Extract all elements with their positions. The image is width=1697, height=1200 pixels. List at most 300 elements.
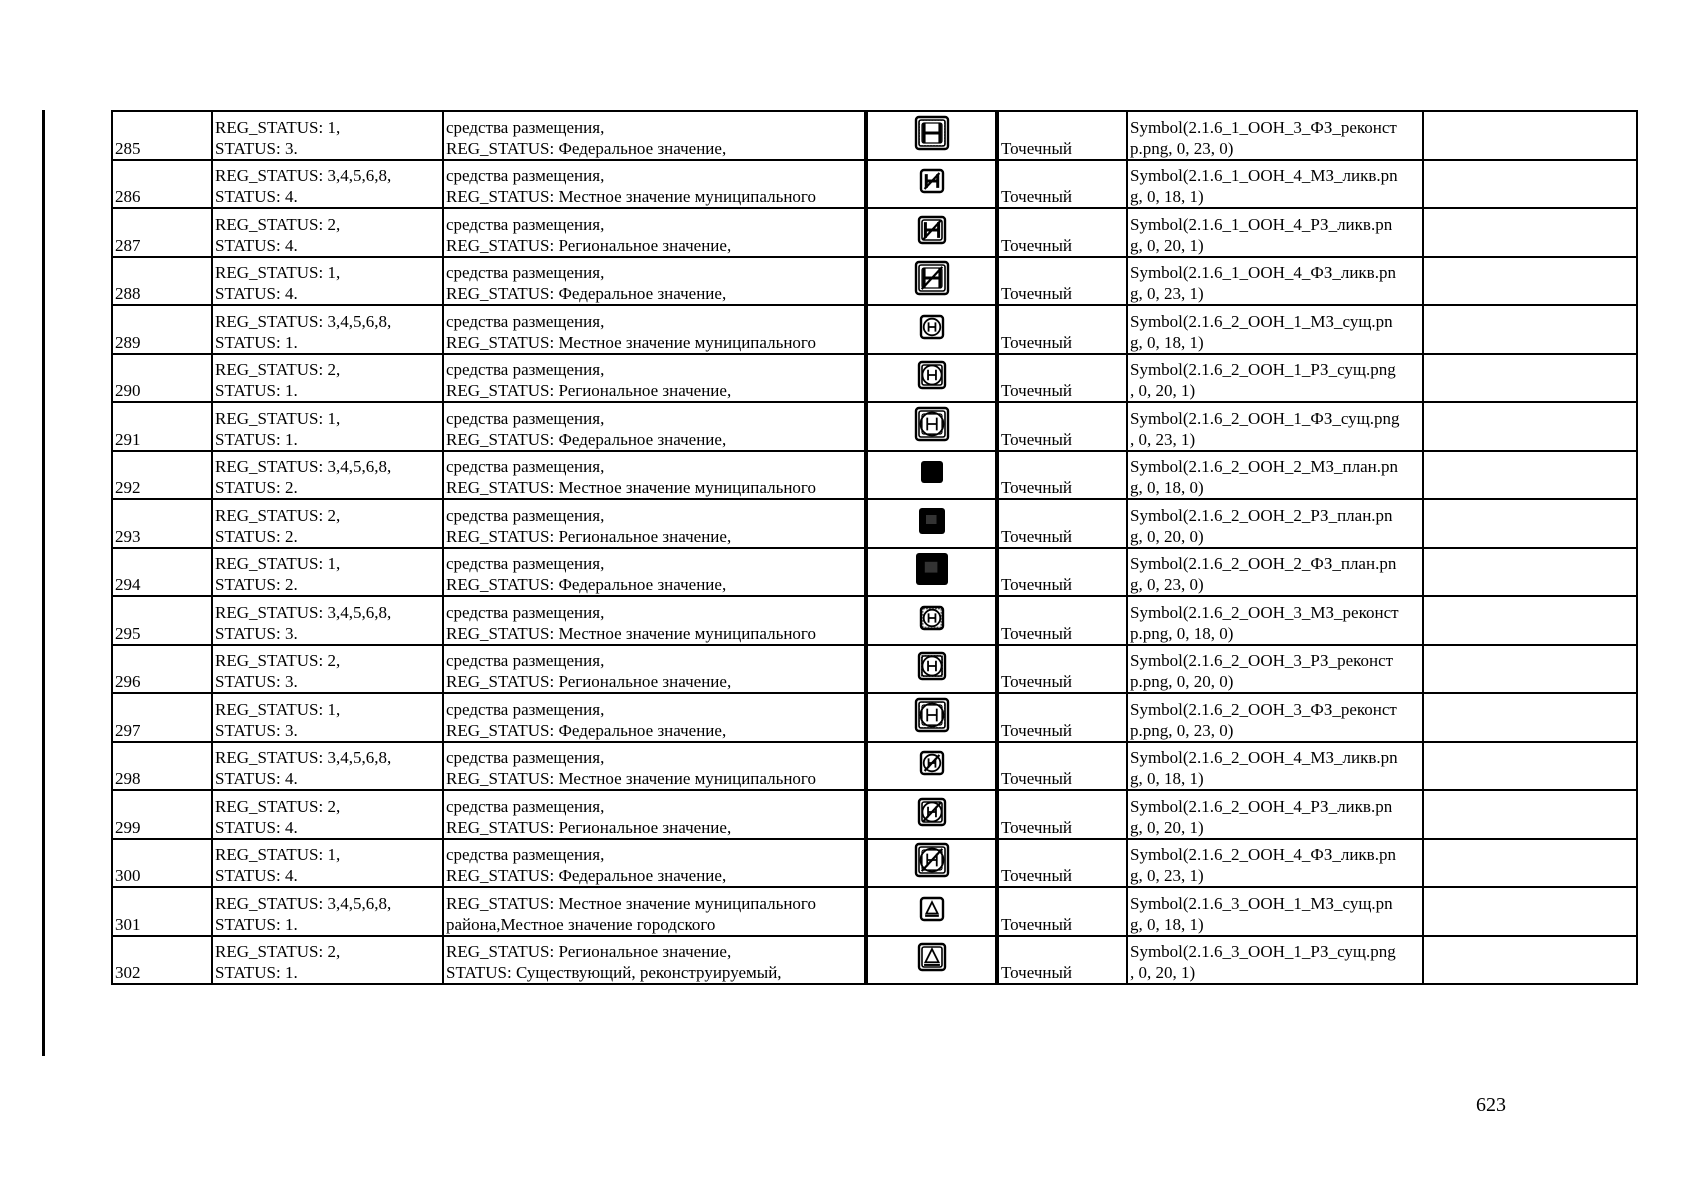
description-line: средства размещения, [446, 748, 605, 767]
table-row [112, 645, 1637, 694]
description-cell [443, 257, 866, 306]
table-row [112, 111, 1637, 160]
geometry-type: Точечный [1001, 914, 1073, 934]
symbol-cell [866, 645, 997, 694]
geometry-type: Точечный [1001, 429, 1073, 449]
row-number-cell [112, 693, 212, 742]
table-row [112, 596, 1637, 645]
empty-cell [1423, 596, 1637, 645]
row-number-cell [112, 354, 212, 403]
description-line: REG_STATUS: Региональное значение, [446, 942, 732, 961]
condition-cell [212, 693, 443, 742]
description-cell [443, 596, 866, 645]
symbol-function-line: Symbol(2.1.6_1_ООН_4_ФЗ_ликв.pn [1130, 263, 1396, 282]
condition-cell [212, 596, 443, 645]
symbol-function-line: Symbol(2.1.6_1_ООН_4_МЗ_ликв.pn [1130, 166, 1398, 185]
condition-line: REG_STATUS: 2, [215, 360, 341, 379]
row-number: 301 [115, 914, 141, 934]
description-line: REG_STATUS: Региональное значение, [446, 526, 732, 546]
geometry-type: Точечный [1001, 235, 1073, 255]
empty-cell [1423, 208, 1637, 257]
geometry-type-cell [997, 693, 1127, 742]
symbol-function-line: Symbol(2.1.6_2_ООН_2_ФЗ_план.pn [1130, 554, 1397, 573]
condition-line: REG_STATUS: 1, [215, 845, 341, 864]
symbol-function-cell [1127, 160, 1423, 209]
empty-cell [1423, 402, 1637, 451]
symbol-function-cell [1127, 742, 1423, 791]
geometry-type: Точечный [1001, 575, 1073, 594]
symbol-function-line: Symbol(2.1.6_3_ООН_1_МЗ_сущ.pn [1130, 893, 1393, 913]
table-row [112, 887, 1637, 936]
description-cell [443, 742, 866, 791]
geometry-type: Точечный [1001, 284, 1073, 303]
symbol-function-line: , 0, 23, 1) [1130, 429, 1196, 449]
description-line: REG_STATUS: Местное значение муниципального [446, 769, 816, 788]
row-number-cell [112, 645, 212, 694]
description-cell [443, 839, 866, 888]
empty-cell [1423, 257, 1637, 306]
row-number: 285 [115, 138, 141, 158]
description-line: REG_STATUS: Местное значение муниципального [446, 893, 816, 913]
symbol-cell [866, 160, 997, 209]
left-margin-rule [42, 110, 45, 1056]
condition-cell [212, 208, 443, 257]
symbol-function-cell [1127, 790, 1423, 839]
description-line: средства размещения, [446, 554, 605, 573]
table-row [112, 257, 1637, 306]
symbol-function-line: p.png, 0, 23, 0) [1130, 720, 1234, 740]
symbol-function-line: Symbol(2.1.6_2_ООН_4_МЗ_ликв.pn [1130, 748, 1398, 767]
empty-cell [1423, 548, 1637, 597]
geometry-type: Точечный [1001, 720, 1073, 740]
row-number: 295 [115, 623, 141, 643]
hotel-H-federal-liquidate-icon [914, 260, 950, 301]
description-line: REG_STATUS: Федеральное значение, [446, 720, 727, 740]
symbol-function-line: Symbol(2.1.6_2_ООН_3_ФЗ_реконст [1130, 699, 1397, 719]
table-row [112, 160, 1637, 209]
description-cell [443, 936, 866, 985]
description-line: REG_STATUS: Федеральное значение, [446, 138, 727, 158]
row-number: 288 [115, 284, 141, 303]
condition-line: REG_STATUS: 2, [215, 651, 341, 670]
geometry-type-cell [997, 160, 1127, 209]
symbol-function-line: g, 0, 20, 1) [1130, 817, 1204, 837]
row-number-cell [112, 402, 212, 451]
table-row [112, 451, 1637, 500]
row-number: 290 [115, 381, 141, 400]
row-number: 299 [115, 817, 141, 837]
description-line: средства размещения, [446, 311, 605, 331]
symbol-cell [866, 839, 997, 888]
row-number-cell [112, 887, 212, 936]
row-number-cell [112, 257, 212, 306]
description-line: REG_STATUS: Местное значение муниципального [446, 332, 816, 352]
row-number-cell [112, 499, 212, 548]
symbol-function-line: g, 0, 20, 1) [1130, 235, 1204, 255]
description-line: STATUS: Существующий, реконструируемый, [446, 963, 782, 982]
row-number-cell [112, 790, 212, 839]
condition-line: STATUS: 2. [215, 575, 298, 594]
geometry-type-cell [997, 596, 1127, 645]
description-line: REG_STATUS: Федеральное значение, [446, 284, 727, 303]
description-line: REG_STATUS: Федеральное значение, [446, 866, 727, 885]
geometry-type-cell [997, 111, 1127, 160]
row-number: 298 [115, 769, 141, 788]
symbol-cell [866, 693, 997, 742]
symbol-function-cell [1127, 548, 1423, 597]
condition-line: STATUS: 1. [215, 381, 298, 400]
hotel-H-federal-reconstruct-icon [914, 115, 950, 156]
symbol-cell [866, 257, 997, 306]
row-number: 293 [115, 526, 141, 546]
geometry-type-cell [997, 936, 1127, 985]
symbol-function-cell [1127, 451, 1423, 500]
condition-cell [212, 257, 443, 306]
condition-line: REG_STATUS: 3,4,5,6,8, [215, 166, 392, 185]
condition-line: STATUS: 4. [215, 769, 298, 788]
description-line: REG_STATUS: Местное значение муниципального [446, 623, 816, 643]
description-line: средства размещения, [446, 263, 605, 282]
symbol-function-cell [1127, 354, 1423, 403]
row-number-cell [112, 305, 212, 354]
symbol-function-line: , 0, 20, 1) [1130, 381, 1196, 400]
geometry-type-cell [997, 257, 1127, 306]
description-cell [443, 160, 866, 209]
table-row [112, 402, 1637, 451]
condition-line: REG_STATUS: 2, [215, 796, 341, 816]
description-line: REG_STATUS: Региональное значение, [446, 235, 732, 255]
table-row [112, 693, 1637, 742]
symbol-cell [866, 548, 997, 597]
circle-H-regional-reconstruct-icon [917, 651, 947, 686]
table-row [112, 936, 1637, 985]
symbol-function-line: g, 0, 23, 1) [1130, 284, 1204, 303]
condition-line: REG_STATUS: 1, [215, 554, 341, 573]
description-cell [443, 111, 866, 160]
filled-square-federal-planned-icon [914, 551, 950, 592]
table-row [112, 354, 1637, 403]
filled-square-local-planned-icon [919, 459, 945, 490]
geometry-type-cell [997, 305, 1127, 354]
symbol-function-cell [1127, 596, 1423, 645]
geometry-type-cell [997, 208, 1127, 257]
condition-line: STATUS: 3. [215, 672, 298, 691]
condition-line: REG_STATUS: 2, [215, 505, 341, 525]
symbol-function-line: Symbol(2.1.6_2_ООН_2_МЗ_план.pn [1130, 457, 1398, 476]
empty-cell [1423, 645, 1637, 694]
condition-line: REG_STATUS: 3,4,5,6,8, [215, 748, 392, 767]
condition-cell [212, 354, 443, 403]
symbol-function-cell [1127, 111, 1423, 160]
symbol-function-line: g, 0, 18, 1) [1130, 187, 1204, 206]
symbol-function-line: p.png, 0, 23, 0) [1130, 138, 1234, 158]
condition-line: REG_STATUS: 3,4,5,6,8, [215, 602, 392, 622]
symbol-cell [866, 305, 997, 354]
circle-H-federal-reconstruct-icon [914, 697, 950, 738]
geometry-type: Точечный [1001, 478, 1073, 497]
geometry-type: Точечный [1001, 187, 1073, 206]
row-number-cell [112, 596, 212, 645]
row-number-cell [112, 936, 212, 985]
circle-H-local-reconstruct-icon [919, 605, 945, 636]
symbol-function-cell [1127, 257, 1423, 306]
symbol-cell [866, 451, 997, 500]
geometry-type-cell [997, 839, 1127, 888]
condition-line: REG_STATUS: 2, [215, 942, 341, 961]
description-line: средства размещения, [446, 166, 605, 185]
description-line: REG_STATUS: Региональное значение, [446, 817, 732, 837]
row-number-cell [112, 111, 212, 160]
row-number: 296 [115, 672, 141, 691]
description-line: REG_STATUS: Региональное значение, [446, 381, 732, 400]
row-number: 300 [115, 866, 141, 885]
table-row [112, 499, 1637, 548]
description-line: района,Местное значение городского [446, 914, 716, 934]
empty-cell [1423, 839, 1637, 888]
geometry-type: Точечный [1001, 769, 1073, 788]
condition-line: STATUS: 1. [215, 963, 298, 982]
symbol-function-line: g, 0, 23, 0) [1130, 575, 1204, 594]
condition-line: REG_STATUS: 3,4,5,6,8, [215, 311, 392, 331]
condition-cell [212, 839, 443, 888]
condition-line: REG_STATUS: 1, [215, 699, 341, 719]
row-number: 294 [115, 575, 141, 594]
symbol-cell [866, 936, 997, 985]
geometry-type-cell [997, 742, 1127, 791]
empty-cell [1423, 936, 1637, 985]
condition-line: STATUS: 3. [215, 138, 298, 158]
table-row [112, 548, 1637, 597]
geometry-type: Точечный [1001, 381, 1073, 400]
condition-cell [212, 111, 443, 160]
table-row [112, 208, 1637, 257]
description-line: REG_STATUS: Региональное значение, [446, 672, 732, 691]
symbol-cell [866, 499, 997, 548]
empty-cell [1423, 305, 1637, 354]
symbol-function-line: Symbol(2.1.6_1_ООН_3_ФЗ_реконст [1130, 117, 1397, 137]
description-line: средства размещения, [446, 505, 605, 525]
symbol-function-line: Symbol(2.1.6_2_ООН_1_РЗ_сущ.png [1130, 360, 1396, 379]
table-row [112, 305, 1637, 354]
symbol-function-cell [1127, 693, 1423, 742]
symbol-function-cell [1127, 499, 1423, 548]
empty-cell [1423, 742, 1637, 791]
symbol-function-line: Symbol(2.1.6_2_ООН_1_ФЗ_сущ.png [1130, 408, 1400, 428]
condition-line: STATUS: 1. [215, 332, 298, 352]
description-line: REG_STATUS: Местное значение муниципального [446, 187, 816, 206]
condition-cell [212, 887, 443, 936]
hotel-H-local-liquidate-icon [919, 168, 945, 199]
condition-cell [212, 305, 443, 354]
geometry-type: Точечный [1001, 866, 1073, 885]
empty-cell [1423, 111, 1637, 160]
condition-cell [212, 742, 443, 791]
condition-line: STATUS: 4. [215, 187, 298, 206]
symbol-function-cell [1127, 208, 1423, 257]
symbol-function-line: Symbol(2.1.6_1_ООН_4_РЗ_ликв.pn [1130, 214, 1393, 234]
symbol-function-cell [1127, 887, 1423, 936]
condition-cell [212, 548, 443, 597]
symbol-cell [866, 111, 997, 160]
condition-line: STATUS: 2. [215, 526, 298, 546]
row-number: 291 [115, 429, 141, 449]
row-number: 297 [115, 720, 141, 740]
description-cell [443, 499, 866, 548]
circle-H-local-existing-icon [919, 314, 945, 345]
symbol-function-cell [1127, 645, 1423, 694]
symbol-function-line: g, 0, 18, 1) [1130, 914, 1204, 934]
geometry-type: Точечный [1001, 526, 1073, 546]
description-line: средства размещения, [446, 457, 605, 476]
condition-cell [212, 790, 443, 839]
condition-cell [212, 451, 443, 500]
symbol-function-line: Symbol(2.1.6_2_ООН_3_МЗ_реконст [1130, 602, 1399, 622]
circle-H-regional-existing-icon [917, 360, 947, 395]
description-cell [443, 693, 866, 742]
row-number: 292 [115, 478, 141, 497]
campfire-regional-existing-icon [917, 942, 947, 977]
description-line: средства размещения, [446, 214, 605, 234]
condition-line: REG_STATUS: 1, [215, 408, 341, 428]
symbol-function-line: Symbol(2.1.6_2_ООН_1_МЗ_сущ.pn [1130, 311, 1393, 331]
condition-line: REG_STATUS: 3,4,5,6,8, [215, 893, 392, 913]
condition-cell [212, 160, 443, 209]
symbol-cell [866, 208, 997, 257]
symbol-function-line: Symbol(2.1.6_2_ООН_2_РЗ_план.pn [1130, 505, 1393, 525]
geometry-type-cell [997, 499, 1127, 548]
symbol-function-cell [1127, 305, 1423, 354]
condition-line: STATUS: 1. [215, 914, 298, 934]
description-line: средства размещения, [446, 360, 605, 379]
symbol-function-line: g, 0, 18, 1) [1130, 769, 1204, 788]
symbol-function-line: Symbol(2.1.6_2_ООН_4_ФЗ_ликв.pn [1130, 845, 1396, 864]
symbol-function-line: g, 0, 18, 0) [1130, 478, 1204, 497]
description-line: средства размещения, [446, 602, 605, 622]
row-number: 286 [115, 187, 141, 206]
symbol-cell [866, 354, 997, 403]
row-number: 289 [115, 332, 141, 352]
geometry-type-cell [997, 354, 1127, 403]
condition-line: REG_STATUS: 1, [215, 117, 341, 137]
row-number-cell [112, 548, 212, 597]
symbol-function-line: Symbol(2.1.6_2_ООН_4_РЗ_ликв.pn [1130, 796, 1393, 816]
geometry-type-cell [997, 548, 1127, 597]
description-cell [443, 887, 866, 936]
geometry-type-cell [997, 402, 1127, 451]
geometry-type-cell [997, 887, 1127, 936]
geometry-type: Точечный [1001, 623, 1073, 643]
symbol-cell [866, 742, 997, 791]
row-number-cell [112, 742, 212, 791]
description-cell [443, 402, 866, 451]
condition-line: STATUS: 1. [215, 429, 298, 449]
condition-cell [212, 936, 443, 985]
condition-cell [212, 402, 443, 451]
description-line: средства размещения, [446, 408, 605, 428]
description-cell [443, 354, 866, 403]
symbol-function-line: g, 0, 23, 1) [1130, 866, 1204, 885]
symbol-cell [866, 402, 997, 451]
circle-H-federal-liquidate-icon [914, 842, 950, 883]
description-line: REG_STATUS: Федеральное значение, [446, 429, 727, 449]
symbol-function-line: Symbol(2.1.6_2_ООН_3_РЗ_реконст [1130, 651, 1394, 670]
table-row [112, 839, 1637, 888]
symbol-function-line: g, 0, 18, 1) [1130, 332, 1204, 352]
empty-cell [1423, 451, 1637, 500]
geometry-type: Точечный [1001, 963, 1073, 982]
geometry-type: Точечный [1001, 138, 1073, 158]
row-number-cell [112, 451, 212, 500]
symbol-cell [866, 790, 997, 839]
table-row [112, 742, 1637, 791]
symbol-cell [866, 596, 997, 645]
symbol-cell [866, 887, 997, 936]
symbol-function-line: Symbol(2.1.6_3_ООН_1_РЗ_сущ.png [1130, 942, 1396, 961]
empty-cell [1423, 499, 1637, 548]
page-number: 623 [1476, 1094, 1506, 1116]
description-cell [443, 451, 866, 500]
geometry-type: Точечный [1001, 672, 1073, 691]
symbol-function-line: , 0, 20, 1) [1130, 963, 1196, 982]
row-number-cell [112, 160, 212, 209]
description-cell [443, 790, 866, 839]
description-line: REG_STATUS: Местное значение муниципального [446, 478, 816, 497]
geometry-type-cell [997, 451, 1127, 500]
symbol-function-cell [1127, 402, 1423, 451]
symbol-function-line: p.png, 0, 18, 0) [1130, 623, 1234, 643]
empty-cell [1423, 693, 1637, 742]
symbol-function-line: g, 0, 20, 0) [1130, 526, 1204, 546]
condition-cell [212, 645, 443, 694]
circle-H-federal-existing-icon [914, 406, 950, 447]
row-number: 287 [115, 235, 141, 255]
geometry-type: Точечный [1001, 817, 1073, 837]
row-number-cell [112, 208, 212, 257]
description-line: средства размещения, [446, 699, 605, 719]
geometry-type-cell [997, 790, 1127, 839]
condition-line: REG_STATUS: 2, [215, 214, 341, 234]
symbol-function-cell [1127, 936, 1423, 985]
empty-cell [1423, 160, 1637, 209]
table-row [112, 790, 1637, 839]
symbol-function-cell [1127, 839, 1423, 888]
symbol-code-table [111, 110, 1638, 985]
condition-line: STATUS: 2. [215, 478, 298, 497]
campfire-local-existing-icon [919, 896, 945, 927]
circle-H-local-liquidate-icon [919, 750, 945, 781]
description-cell [443, 645, 866, 694]
circle-H-regional-liquidate-icon [917, 797, 947, 832]
hotel-H-regional-liquidate-icon [917, 215, 947, 250]
condition-cell [212, 499, 443, 548]
description-cell [443, 208, 866, 257]
filled-square-regional-planned-icon [917, 506, 947, 541]
description-cell [443, 305, 866, 354]
condition-line: STATUS: 3. [215, 720, 298, 740]
condition-line: STATUS: 4. [215, 284, 298, 303]
condition-line: REG_STATUS: 1, [215, 263, 341, 282]
description-line: REG_STATUS: Федеральное значение, [446, 575, 727, 594]
description-line: средства размещения, [446, 796, 605, 816]
empty-cell [1423, 790, 1637, 839]
row-number-cell [112, 839, 212, 888]
description-line: средства размещения, [446, 651, 605, 670]
description-line: средства размещения, [446, 117, 605, 137]
condition-line: STATUS: 4. [215, 866, 298, 885]
geometry-type: Точечный [1001, 332, 1073, 352]
condition-line: REG_STATUS: 3,4,5,6,8, [215, 457, 392, 476]
condition-line: STATUS: 4. [215, 817, 298, 837]
